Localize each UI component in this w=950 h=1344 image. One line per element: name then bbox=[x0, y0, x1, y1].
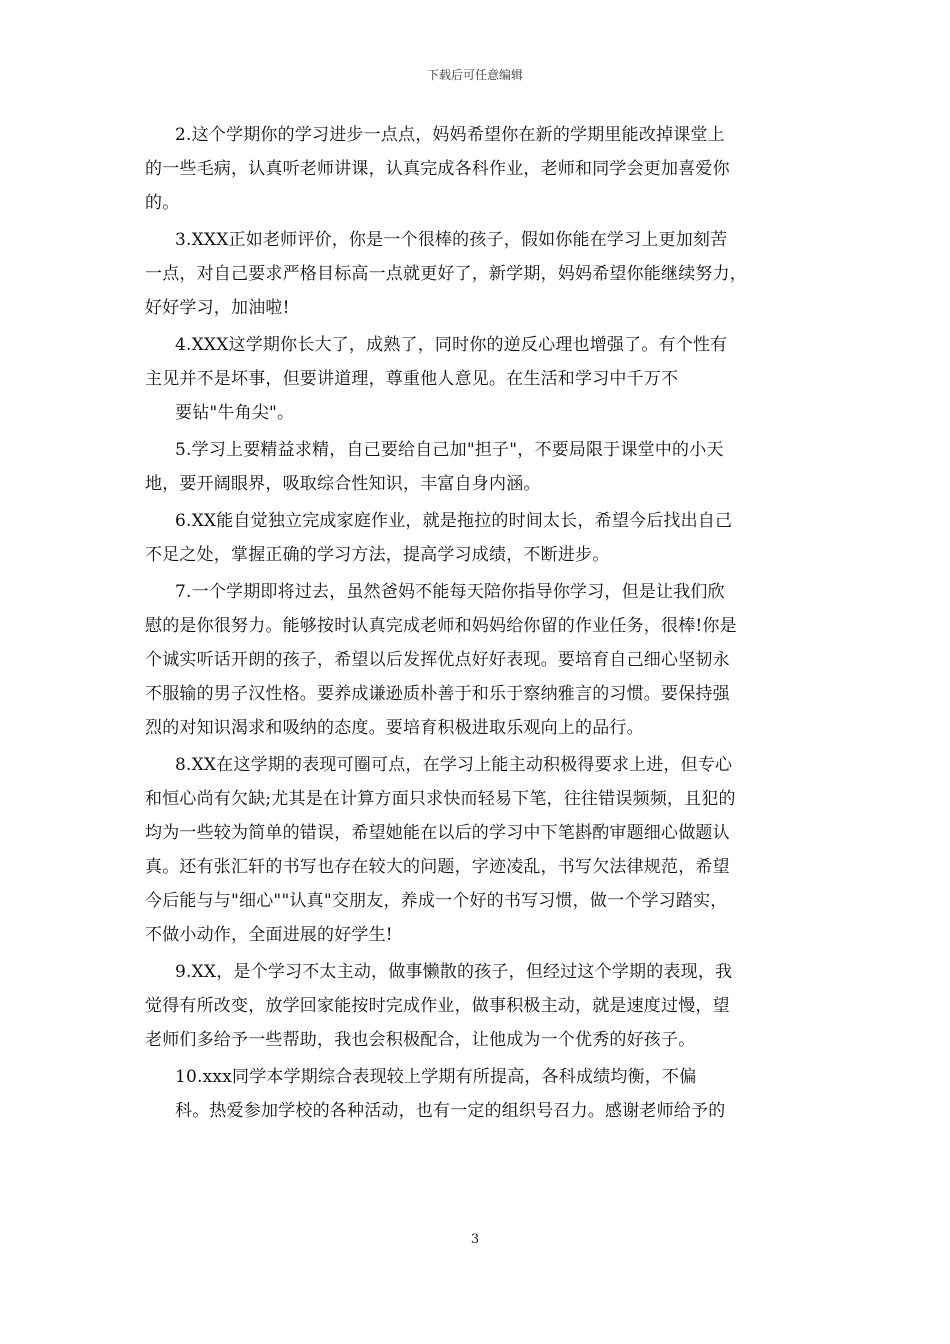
paragraph-line: 不足之处，掌握正确的学习方法，提高学习成绩，不断进步。 bbox=[145, 545, 610, 565]
paragraph-line: 真。还有张汇轩的书写也存在较大的问题，字迹凌乱，书写欠法律规范，希望 bbox=[145, 857, 730, 877]
paragraph-line: 5.学习上要精益求精，自己要给自己加"担子"，不要局限于课堂中的小天 bbox=[175, 440, 724, 460]
paragraph-line: 地，要开阔眼界，吸取综合性知识，丰富自身内涵。 bbox=[145, 474, 541, 494]
paragraph-line: 不服输的男子汉性格。要养成谦逊质朴善于和乐于察纳雅言的习惯。要保持强 bbox=[145, 684, 730, 704]
paragraph-line: 8.XX在这学期的表现可圈可点，在学习上能主动积极得要求上进，但专心 bbox=[175, 755, 733, 775]
paragraph-line: 今后能与与"细心""认真"交朋友，养成一个好的书写习惯，做一个学习踏实， bbox=[145, 891, 728, 911]
paragraph-line: 一点，对自己要求严格目标高一点就更好了，新学期，妈妈希望你能继续努力， bbox=[145, 264, 747, 284]
paragraph-line: 4.XXX这学期你长大了，成熟了，同时你的逆反心理也增强了。有个性有 bbox=[175, 335, 728, 355]
paragraph-line: 的。 bbox=[145, 193, 180, 213]
paragraph bbox=[0, 433, 950, 501]
document-body bbox=[0, 118, 950, 1131]
paragraph-line: 10.xxx同学本学期综合表现较上学期有所提高，各科成绩均衡，不偏 bbox=[175, 1067, 697, 1087]
paragraph-line: 主见并不是坏事，但要讲道理，尊重他人意见。在生活和学习中千万不 bbox=[145, 369, 679, 389]
page-number: 3 bbox=[470, 1232, 480, 1247]
paragraph-line: 烈的对知识渴求和吸纳的态度。要培育积极进取乐观向上的品行。 bbox=[145, 718, 644, 738]
paragraph bbox=[0, 575, 950, 745]
paragraph-line: 好好学习，加油啦! bbox=[145, 298, 290, 318]
paragraph-line: 9.XX，是个学习不太主动，做事懒散的孩子，但经过这个学期的表现，我 bbox=[175, 962, 733, 982]
paragraph-line: 的一些毛病，认真听老师讲课，认真完成各科作业，老师和同学会更加喜爱你 bbox=[145, 159, 730, 179]
paragraph-line: 均为一些较为简单的错误，希望她能在以后的学习中下笔斟酌审题细心做题认 bbox=[145, 823, 730, 843]
paragraph bbox=[0, 328, 950, 430]
paragraph-line: 个诚实听话开朗的孩子，希望以后发挥优点好好表现。要培育自己细心坚韧永 bbox=[145, 650, 730, 670]
paragraph bbox=[0, 223, 950, 325]
paragraph-line: 6.XX能自觉独立完成家庭作业，就是拖拉的时间太长，希望今后找出自己 bbox=[175, 511, 733, 531]
paragraph-line: 2.这个学期你的学习进步一点点，妈妈希望你在新的学期里能改掉课堂上 bbox=[175, 125, 725, 145]
paragraph bbox=[0, 1060, 950, 1128]
paragraph-line: 不做小动作，全面进展的好学生! bbox=[145, 925, 393, 945]
paragraph bbox=[0, 118, 950, 220]
paragraph-line: 和恒心尚有欠缺;尤其是在计算方面只求快而轻易下笔，往往错误频频，且犯的 bbox=[145, 789, 736, 809]
page-header: 下载后可任意编辑 bbox=[426, 68, 523, 82]
paragraph-line: 觉得有所改变，放学回家能按时完成作业，做事积极主动，就是速度过慢，望 bbox=[145, 996, 730, 1016]
paragraph-line: 要钻"牛角尖"。 bbox=[175, 403, 295, 423]
paragraph bbox=[0, 504, 950, 572]
paragraph-line: 科。热爱参加学校的各种活动，也有一定的组织号召力。感谢老师给予的 bbox=[175, 1101, 726, 1121]
paragraph bbox=[0, 748, 950, 952]
paragraph bbox=[0, 955, 950, 1057]
paragraph-line: 3.XXX正如老师评价，你是一个很棒的孩子，假如你能在学习上更加刻苦 bbox=[175, 230, 728, 250]
paragraph-line: 7.一个学期即将过去，虽然爸妈不能每天陪你指导你学习，但是让我们欣 bbox=[175, 582, 725, 602]
paragraph-line: 慰的是你很努力。能够按时认真完成老师和妈妈给你留的作业任务，很棒!你是 bbox=[145, 616, 737, 636]
paragraph-line: 老师们多给予一些帮助，我也会积极配合，让他成为一个优秀的好孩子。 bbox=[145, 1030, 696, 1050]
